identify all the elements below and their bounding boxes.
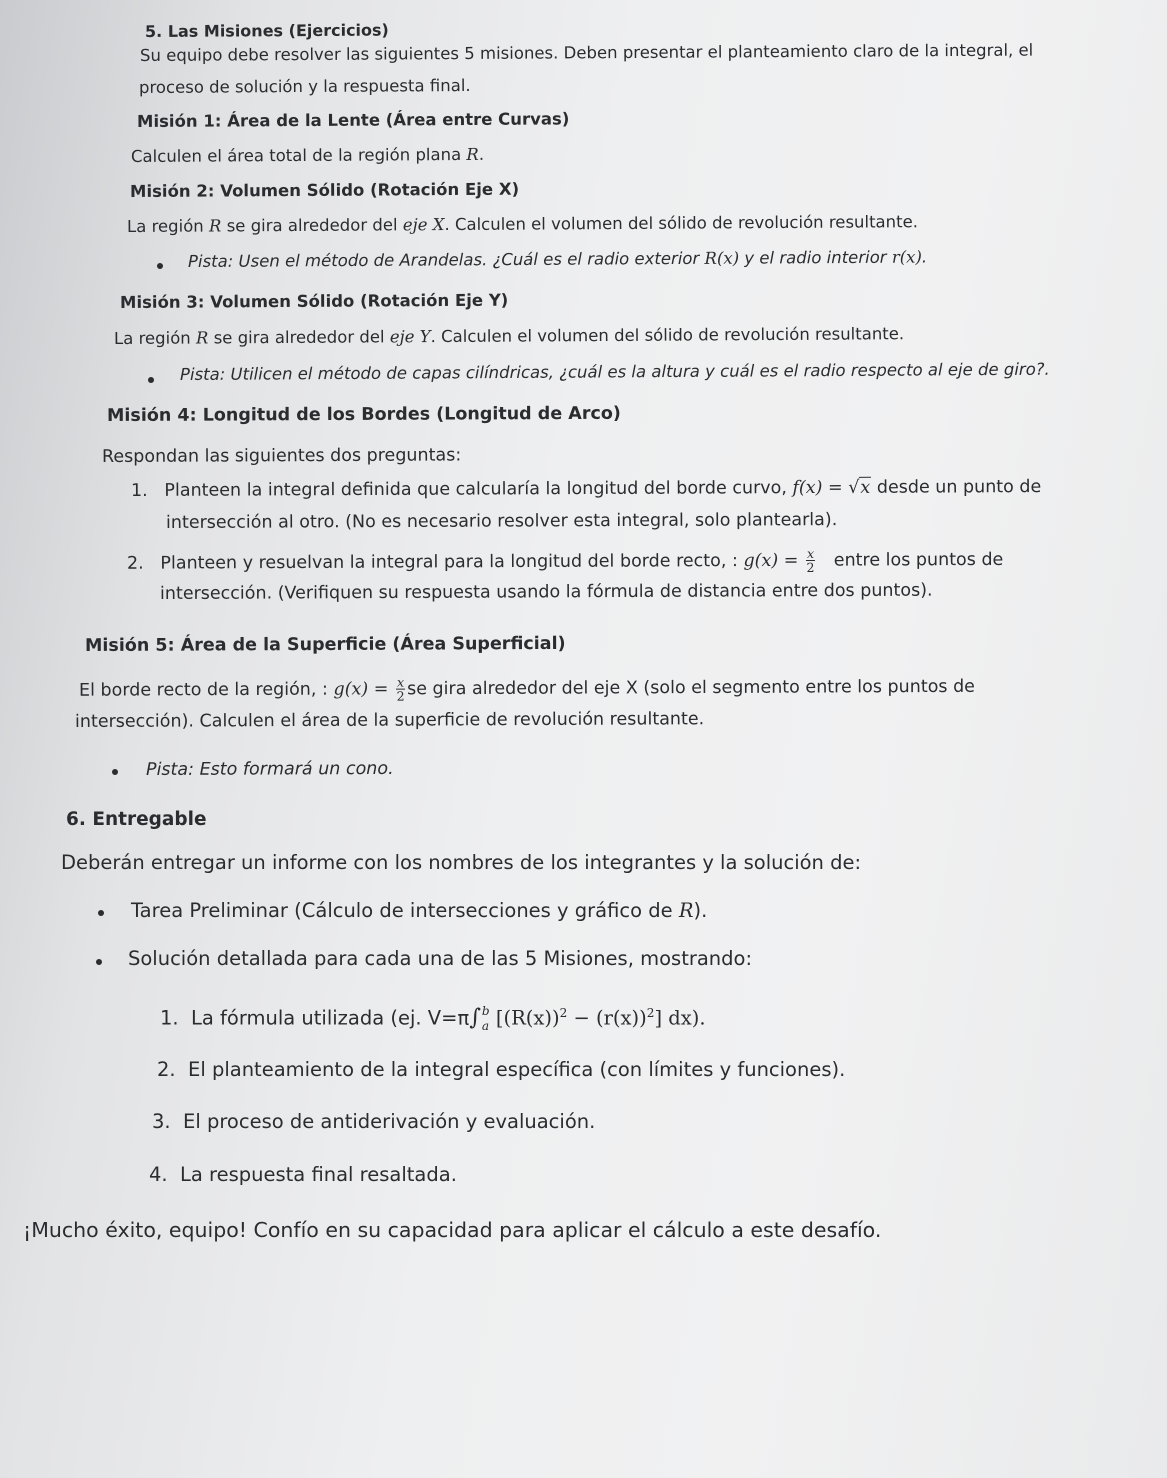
mision-5-fraction xyxy=(396,676,405,703)
mision-2-hint-outer-radius: R(x) xyxy=(704,248,740,268)
section-6-item1-text-d: ] dx). xyxy=(654,1006,706,1030)
section-6-bullet1-text-b: ). xyxy=(693,899,708,922)
mision-3-hint-bullet xyxy=(148,377,154,383)
mision-2-hint-c: . xyxy=(921,247,928,267)
mision-5-function: g(x) = xyxy=(333,679,395,700)
mision-4-q2-fraction xyxy=(806,547,815,574)
mision-4-q1-line2: intersección al otro. (No es necesario resolver esta integral, solo plantearla). xyxy=(165,510,838,533)
section-6-item3-number: 3. xyxy=(152,1110,171,1133)
mision-2-hint-a: Pista: Usen el método de Arandelas. ¿Cuál es el radio exterior xyxy=(187,248,705,271)
mision-4-q1-line1: 1. Planteen la integral definida que calcularía la longitud del borde curvo, f(x) = √x desde un punto de xyxy=(130,477,1042,501)
mision-2-text-a: La región xyxy=(126,216,210,236)
mision-2-hint-b: y el radio interior xyxy=(739,247,892,268)
mision-2-region-var: R xyxy=(208,216,222,236)
mision-4-q2-text-a: Planteen y resuelvan la integral para la longitud del borde recto, : xyxy=(160,551,744,574)
mision-4-q1-function: f(x) = xyxy=(792,477,849,499)
mision-5-frac-num: x xyxy=(396,674,405,690)
mision-2-axis: eje X xyxy=(402,215,445,235)
section-6-bullet1 xyxy=(131,899,707,922)
section-6-item3 xyxy=(152,1110,595,1133)
mision-5-title: Misión 5: Área de la Superficie (Área Superficial) xyxy=(84,633,566,656)
section-6-item2-number: 2. xyxy=(157,1058,176,1081)
mision-3-text-c: . Calculen el volumen del sólido de revolución resultante. xyxy=(430,324,905,347)
mision-2-text-b: se gira alrededor del xyxy=(221,215,403,236)
mision-4-q1-text-a: Planteen la integral definida que calcularía la longitud del borde curvo, xyxy=(164,478,793,501)
section-6-item4-text: La respuesta final resaltada. xyxy=(180,1163,457,1186)
section-6-item1-exponent2: 2 xyxy=(646,1006,655,1021)
mision-1-text-prefix: Calculen el área total de la región plana xyxy=(130,144,467,166)
section-6-item1-text-c: − (r(x)) xyxy=(567,1006,647,1030)
mision-4-title: Misión 4: Longitud de los Bordes (Longitud de Arco) xyxy=(106,403,621,426)
mision-1-title: Misión 1: Área de la Lente (Área entre Curvas) xyxy=(136,109,570,131)
mision-4-q2-frac-den: 2 xyxy=(806,560,815,576)
section-6-item4 xyxy=(149,1163,457,1186)
mision-5-hint-bullet xyxy=(112,769,118,775)
mision-5-text-line2: intersección). Calculen el área de la superficie de revolución resultante. xyxy=(74,709,705,732)
mision-5-text-b: se gira alrededor del eje X (solo el segmento entre los puntos de xyxy=(407,676,975,700)
mision-4-q2-function: g(x) = xyxy=(743,550,805,572)
section-6-item1-limits xyxy=(482,1004,490,1034)
mision-3-axis: eje Y xyxy=(389,327,431,347)
mision-4-q2-frac-num: x xyxy=(806,546,815,562)
mision-5-hint: Pista: Esto formará un cono. xyxy=(145,758,394,780)
mision-3-region-var: R xyxy=(195,328,209,348)
section-6-item4-number: 4. xyxy=(149,1163,168,1186)
section-6-item1-number: 1. xyxy=(160,1006,179,1030)
section-5-intro-line1: Su equipo debe resolver las siguientes 5 misiones. Deben presentar el planteamiento claro de la integral, el xyxy=(139,40,1034,65)
section-6-item1-upper-limit: b xyxy=(481,1004,490,1018)
mision-4-q2-text-b: entre los puntos de xyxy=(828,549,1004,571)
mision-4-q1-text-b: desde un punto de xyxy=(871,477,1042,498)
section-6-title: 6. Entregable xyxy=(66,809,207,830)
mision-2-hint-bullet xyxy=(157,263,163,269)
mision-4-q2-number: 2. xyxy=(126,553,144,574)
mision-4-q2-line2: intersección. (Verifiquen su respuesta usando la fórmula de distancia entre dos puntos). xyxy=(159,580,933,604)
section-6-item2-text: El planteamiento de la integral específica (con límites y funciones). xyxy=(188,1058,846,1081)
mision-4-intro: Respondan las siguientes dos preguntas: xyxy=(101,445,462,467)
section-6-item1-text-b: [(R(x)) xyxy=(489,1006,560,1030)
section-5-intro-line2: proceso de solución y la respuesta final. xyxy=(138,75,471,97)
section-6-item1-text-a: La fórmula utilizada (ej. V=π xyxy=(191,1006,470,1030)
mision-2-text-c: . Calculen el volumen del sólido de revolución resultante. xyxy=(444,212,919,235)
closing-message: ¡Mucho éxito, equipo! Confío en su capacidad para aplicar el cálculo a este desafío. xyxy=(23,1218,882,1242)
mision-3-text xyxy=(114,324,904,349)
section-6-item3-text: El proceso de antiderivación y evaluación. xyxy=(183,1110,596,1133)
mision-2-hint xyxy=(188,247,927,271)
section-6-item1-exponent1: 2 xyxy=(559,1006,568,1021)
mision-1-text xyxy=(131,145,484,167)
mision-4-q2-line1 xyxy=(127,546,1003,577)
section-6-bullet2-dot xyxy=(96,959,102,965)
mision-5-text-line1 xyxy=(79,673,975,704)
section-6-bullet1-text-a: Tarea Preliminar (Cálculo de intersecciones y gráfico de xyxy=(131,899,679,922)
section-6-item1-lower-limit: a xyxy=(481,1019,490,1034)
section-6-bullet2: Solución detallada para cada una de las 5 Misiones, mostrando: xyxy=(128,947,753,970)
mision-5-frac-den: 2 xyxy=(396,688,405,704)
section-6-item1-integral-sign: ∫ xyxy=(469,1004,481,1031)
mision-2-hint-inner-radius: r(x) xyxy=(891,247,922,267)
mision-1-region-var: R xyxy=(466,144,479,164)
section-6-item1 xyxy=(160,1004,706,1034)
mision-4-q1-number: 1. xyxy=(130,480,148,501)
mision-2-text xyxy=(127,212,918,237)
section-6-bullet1-region-var: R xyxy=(678,899,694,922)
section-6-bullet1-dot xyxy=(98,910,104,916)
mision-3-text-b: se gira alrededor del xyxy=(208,327,390,348)
mision-3-text-a: La región xyxy=(113,328,197,348)
section-6-item2 xyxy=(157,1058,845,1081)
mision-4-q1-sqrt-arg: x xyxy=(860,477,871,498)
section-6-intro: Deberán entregar un informe con los nombres de los integrantes y la solución de: xyxy=(61,851,862,874)
mision-3-title: Misión 3: Volumen Sólido (Rotación Eje Y) xyxy=(119,290,509,312)
mision-2-title: Misión 2: Volumen Sólido (Rotación Eje X) xyxy=(129,179,520,201)
mision-1-text-suffix: . xyxy=(478,144,485,164)
mision-5-text-a: El borde recto de la región, : xyxy=(78,679,334,701)
section-5-title: 5. Las Misiones (Ejercicios) xyxy=(144,20,389,41)
mision-3-hint: Pista: Utilicen el método de capas cilíndricas, ¿cuál es la altura y cuál es el radio respecto al eje de giro?. xyxy=(179,359,1050,384)
